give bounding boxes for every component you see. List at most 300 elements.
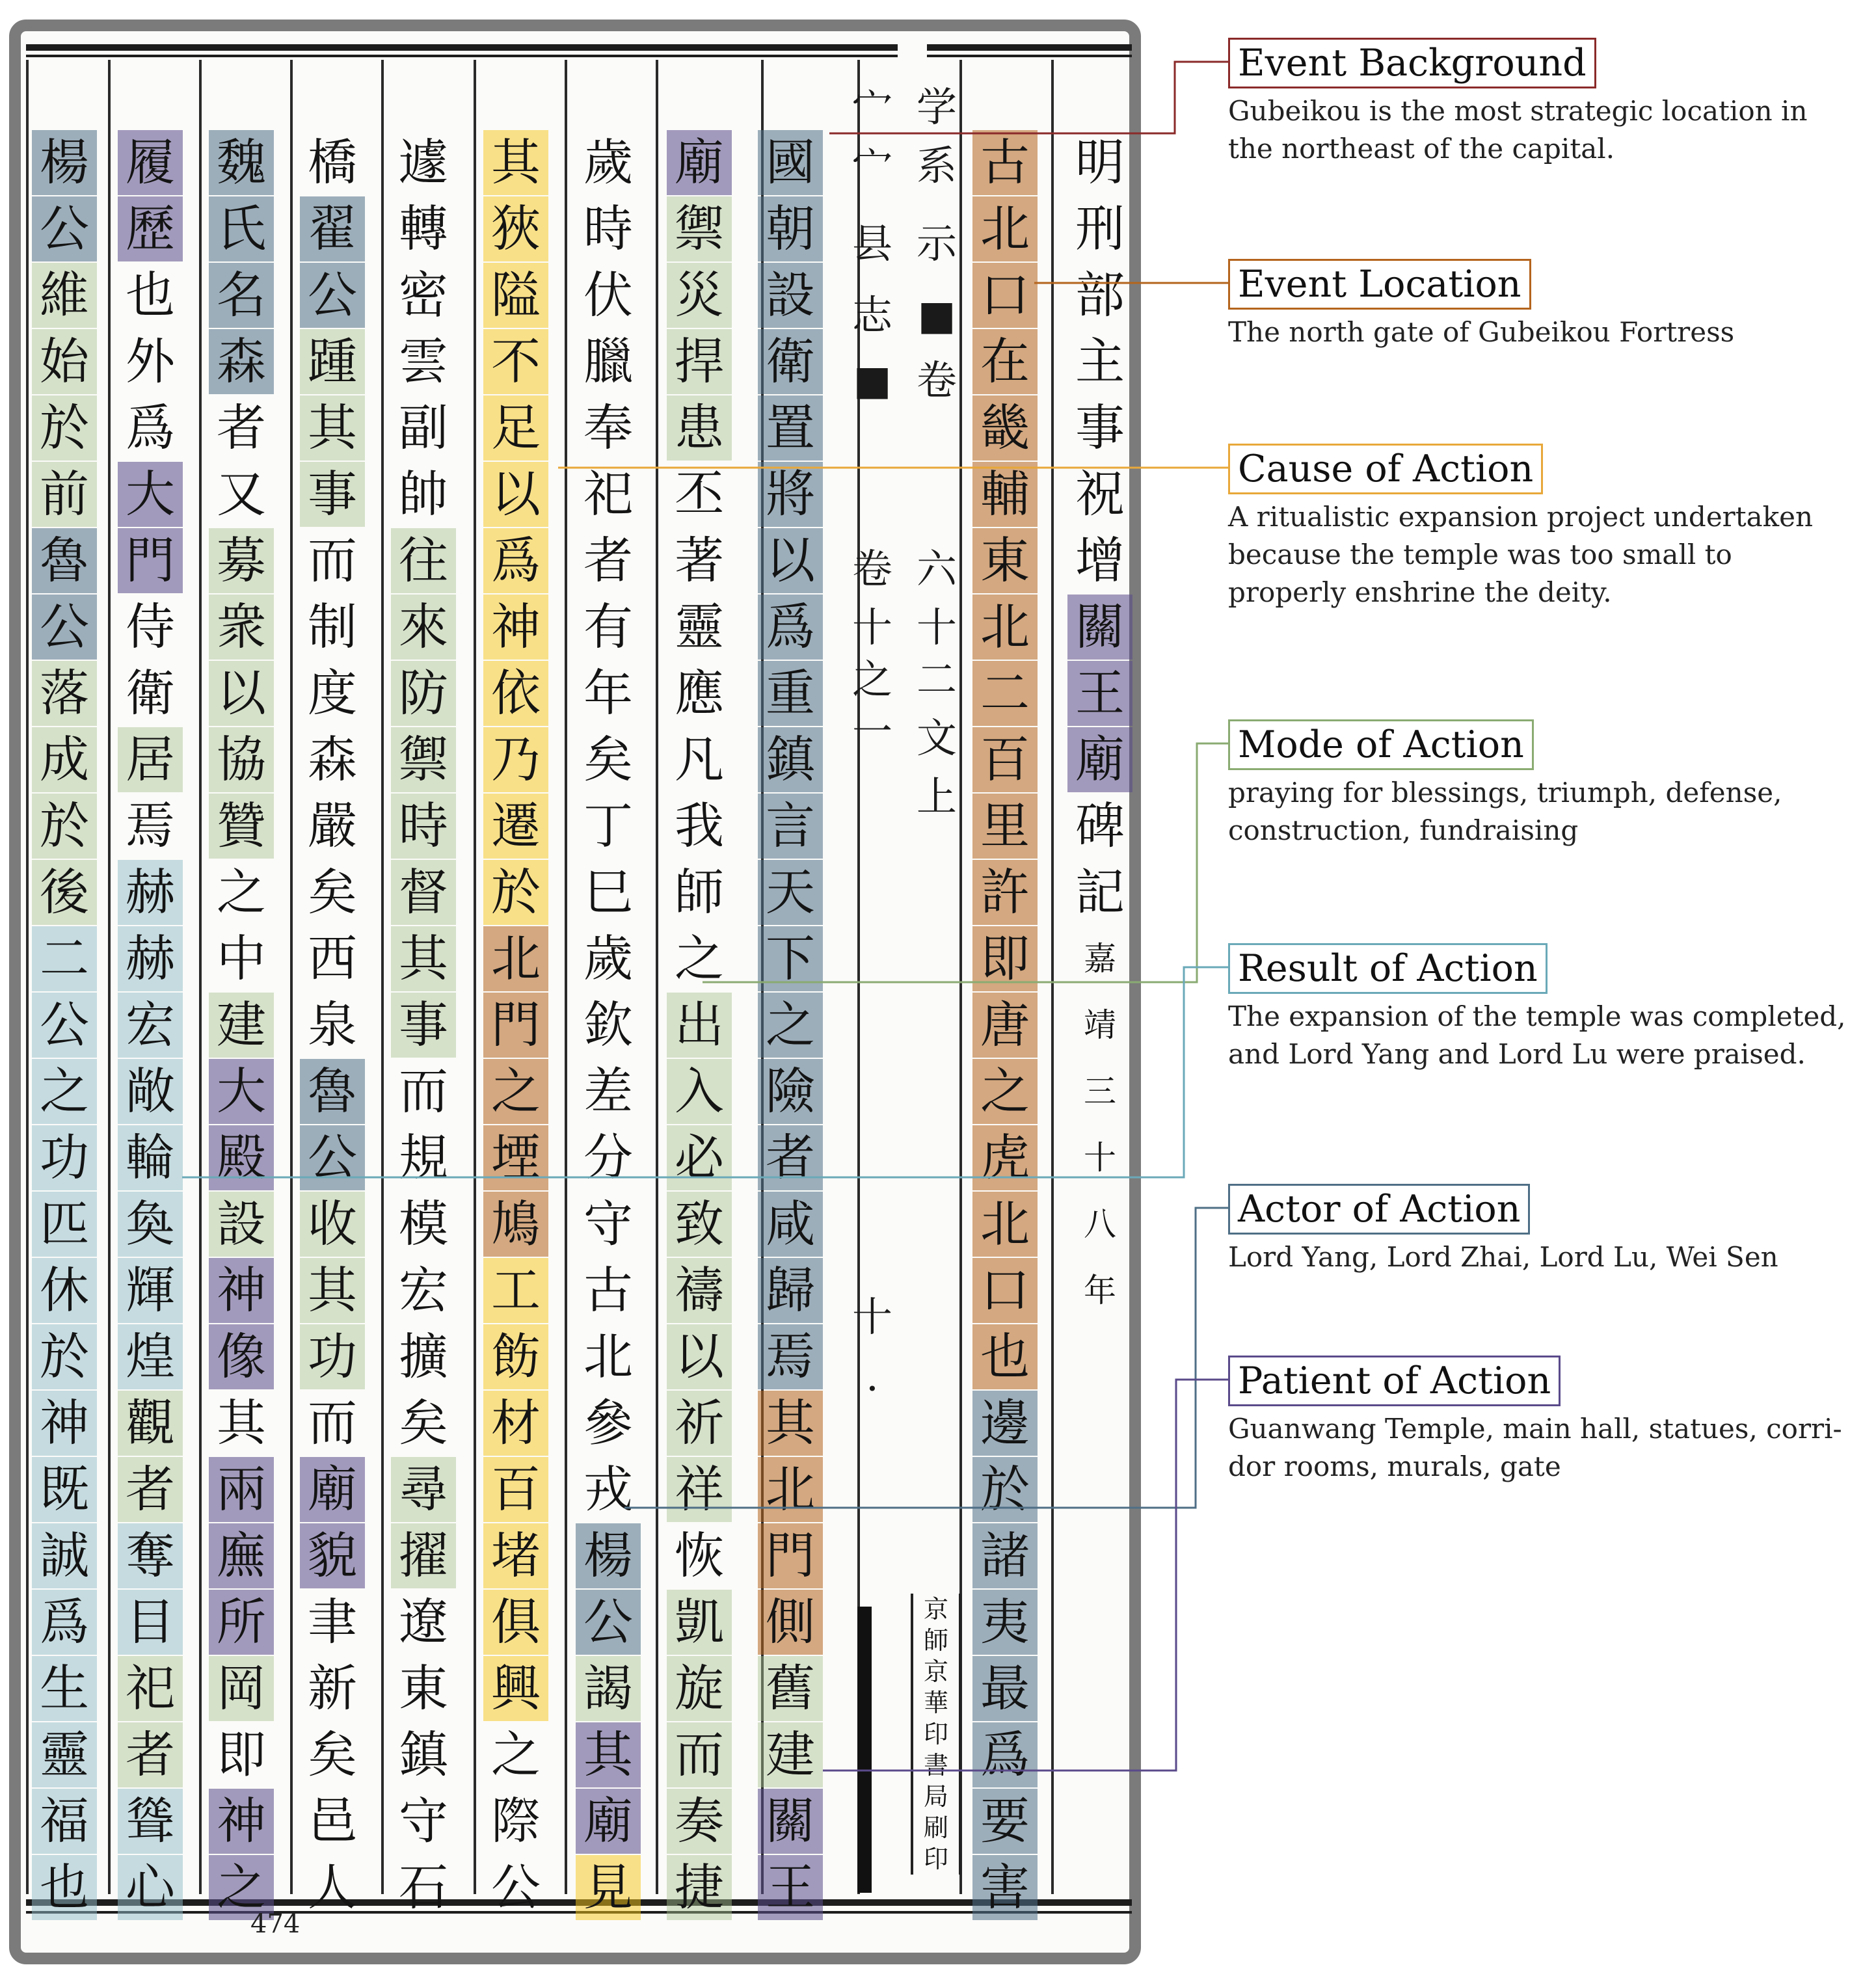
highlighted-char-result: 赫 xyxy=(118,860,183,925)
highlighted-char-mode: 防 xyxy=(391,661,456,726)
highlighted-char-patient: 所 xyxy=(209,1590,274,1655)
highlighted-char-mode: 收 xyxy=(300,1192,365,1257)
document-char: 中 xyxy=(217,929,266,987)
document-char: 應 xyxy=(675,664,724,722)
highlighted-char-background: 朝 xyxy=(758,196,823,261)
highlighted-char-mode: 其 xyxy=(300,1258,365,1323)
highlighted-char-background: 焉 xyxy=(758,1324,823,1389)
border-rule xyxy=(26,44,898,51)
highlighted-char-location: 虎 xyxy=(972,1125,1038,1190)
highlighted-char-result: 奐 xyxy=(118,1192,183,1257)
highlighted-char-patient: 關 xyxy=(1067,595,1132,660)
highlighted-char-result: 目 xyxy=(118,1590,183,1655)
volume-header-char: 卷 xyxy=(916,356,957,404)
document-char: 公 xyxy=(491,1858,541,1916)
document-char: 差 xyxy=(583,1062,633,1120)
highlighted-char-mode: 舊 xyxy=(758,1656,823,1721)
column-divider xyxy=(474,60,476,1894)
annotation-label-location: Event Location xyxy=(1228,259,1531,310)
highlighted-char-mode: 禦 xyxy=(667,196,732,261)
highlighted-char-patient: 大 xyxy=(209,1059,274,1124)
highlighted-char-background: 爲 xyxy=(758,595,823,660)
text-column-9 xyxy=(206,130,277,1921)
column-divider xyxy=(199,60,202,1894)
highlighted-char-mode: 落 xyxy=(32,661,97,726)
annotation-description-mode: praying for blessings, triumph, defense, construction, fundraising xyxy=(1228,777,1782,846)
highlighted-char-cause: 遷 xyxy=(483,794,548,859)
document-char: 嘉 xyxy=(1084,940,1116,978)
volume-header-char: 上 xyxy=(916,773,957,820)
ink-bar xyxy=(857,1607,872,1893)
document-char: 衛 xyxy=(126,664,175,722)
highlighted-char-background: 下 xyxy=(758,926,823,991)
document-char: 也 xyxy=(126,266,175,324)
highlighted-char-location: 北 xyxy=(972,196,1038,261)
highlighted-char-mode: 以 xyxy=(667,1324,732,1389)
annotation-label-patient: Patient of Action xyxy=(1228,1356,1561,1406)
highlighted-char-location: 許 xyxy=(972,860,1038,925)
document-char: 歲 xyxy=(583,133,633,191)
highlighted-char-location: 畿 xyxy=(972,395,1038,461)
highlighted-char-result: 匹 xyxy=(32,1192,97,1257)
document-char: 明 xyxy=(1075,133,1125,191)
highlighted-char-mode: 功 xyxy=(300,1324,365,1389)
document-char: 者 xyxy=(583,531,633,589)
highlighted-char-mode: 捷 xyxy=(667,1855,732,1920)
document-char: 八 xyxy=(1084,1205,1116,1243)
highlighted-char-cause: 以 xyxy=(483,462,548,527)
highlighted-char-actor: 森 xyxy=(209,329,274,394)
highlighted-char-location: 也 xyxy=(972,1324,1038,1389)
document-char: 宏 xyxy=(399,1261,448,1319)
highlighted-char-location: 口 xyxy=(972,1258,1038,1323)
document-char: 外 xyxy=(126,332,175,390)
highlighted-char-actor: 魯 xyxy=(300,1059,365,1124)
highlighted-char-location: 東 xyxy=(972,528,1038,593)
highlighted-char-mode: 往 xyxy=(391,528,456,593)
highlighted-char-mode: 致 xyxy=(667,1192,732,1257)
document-char: 矣 xyxy=(583,730,633,788)
highlighted-char-mode: 捍 xyxy=(667,329,732,394)
document-char: 即 xyxy=(217,1726,266,1784)
highlighted-char-result: 煌 xyxy=(118,1324,183,1389)
highlighted-char-result: 功 xyxy=(32,1125,97,1190)
imprint-char: 京 xyxy=(923,1657,948,1686)
document-char: 石 xyxy=(399,1858,448,1916)
document-char: 我 xyxy=(675,797,724,855)
border-rule xyxy=(927,55,1132,57)
highlighted-char-background: 害 xyxy=(972,1855,1038,1920)
highlighted-char-cause: 百 xyxy=(483,1457,548,1522)
column-divider xyxy=(290,60,293,1894)
document-char: 師 xyxy=(675,863,724,921)
document-char: 祝 xyxy=(1075,465,1125,523)
document-char: 著 xyxy=(675,531,724,589)
highlighted-char-background: 鎮 xyxy=(758,727,823,792)
imprint-char: 師 xyxy=(923,1626,948,1655)
document-char: 又 xyxy=(217,465,266,523)
highlighted-char-cause: 見 xyxy=(576,1855,641,1920)
volume-header-char: 十 xyxy=(916,604,957,651)
annotation-label-result: Result of Action xyxy=(1228,943,1548,994)
document-char: 歲 xyxy=(583,929,633,987)
highlighted-char-location: 側 xyxy=(758,1590,823,1655)
highlighted-char-mode: 觀 xyxy=(118,1391,183,1456)
highlighted-char-actor: 楊 xyxy=(32,130,97,195)
highlighted-char-location: 北 xyxy=(483,926,548,991)
highlighted-char-actor: 魯 xyxy=(32,528,97,593)
highlighted-char-result: 福 xyxy=(32,1789,97,1854)
highlighted-char-mode: 維 xyxy=(32,263,97,328)
highlighted-char-result: 之 xyxy=(32,1059,97,1124)
highlighted-char-patient: 廟 xyxy=(576,1789,641,1854)
document-char: 之 xyxy=(675,929,724,987)
highlighted-char-mode: 居 xyxy=(118,727,183,792)
document-char: 擴 xyxy=(399,1328,448,1385)
document-char: 祀 xyxy=(583,465,633,523)
highlighted-char-background: 將 xyxy=(758,462,823,527)
highlighted-char-cause: 其 xyxy=(483,130,548,195)
volume-header-char: 宀 xyxy=(851,142,892,189)
document-char: 雲 xyxy=(399,332,448,390)
document-char: 丕 xyxy=(675,465,724,523)
highlighted-char-background: 咸 xyxy=(758,1192,823,1257)
highlighted-char-background: 言 xyxy=(758,794,823,859)
text-column-8 xyxy=(297,130,368,1921)
highlighted-char-result: 輝 xyxy=(118,1258,183,1323)
highlighted-char-mode: 禦 xyxy=(391,727,456,792)
document-char: 西 xyxy=(308,929,357,987)
document-char: 部 xyxy=(1075,266,1125,324)
document-char: 北 xyxy=(583,1328,633,1385)
document-char: 三 xyxy=(1084,1073,1116,1110)
annotation-description-actor: Lord Yang, Lord Zhai, Lord Lu, Wei Sen xyxy=(1228,1241,1778,1273)
highlighted-char-mode: 者 xyxy=(118,1722,183,1787)
highlighted-char-background: 者 xyxy=(758,1125,823,1190)
document-char: 守 xyxy=(399,1792,448,1850)
document-char: 凡 xyxy=(675,730,724,788)
document-char: 制 xyxy=(308,598,357,656)
document-char: 者 xyxy=(217,399,266,457)
document-char: 邑 xyxy=(308,1792,357,1850)
highlighted-char-background: 要 xyxy=(972,1789,1038,1854)
highlighted-char-mode: 患 xyxy=(667,395,732,461)
highlighted-char-cause: 隘 xyxy=(483,263,548,328)
highlighted-char-background: 爲 xyxy=(972,1722,1038,1787)
highlighted-char-background: 重 xyxy=(758,661,823,726)
imprint-char: 京 xyxy=(923,1595,948,1624)
document-char: 嚴 xyxy=(308,797,357,855)
highlighted-char-cause: 乃 xyxy=(483,727,548,792)
highlighted-char-result: 於 xyxy=(32,1324,97,1389)
document-char: 而 xyxy=(308,531,357,589)
imprint-char: 印 xyxy=(923,1845,948,1873)
text-column-1 xyxy=(1064,130,1136,1324)
highlighted-char-location: 唐 xyxy=(972,993,1038,1058)
highlighted-char-mode: 入 xyxy=(667,1059,732,1124)
text-column-4 xyxy=(663,130,735,1921)
text-column-2 xyxy=(969,130,1041,1921)
highlighted-char-actor: 翟 xyxy=(300,196,365,261)
highlighted-char-background: 歸 xyxy=(758,1258,823,1323)
highlighted-char-background: 險 xyxy=(758,1059,823,1124)
document-char: 矣 xyxy=(308,863,357,921)
highlighted-char-location: 輔 xyxy=(972,462,1038,527)
document-char: 分 xyxy=(583,1129,633,1186)
document-char: 矣 xyxy=(308,1726,357,1784)
highlighted-char-result: 聳 xyxy=(118,1789,183,1854)
highlighted-char-mode: 災 xyxy=(667,263,732,328)
highlighted-char-patient: 其 xyxy=(576,1722,641,1787)
highlighted-char-cause: 俱 xyxy=(483,1590,548,1655)
document-char: 靈 xyxy=(675,598,724,656)
highlighted-char-cause: 不 xyxy=(483,329,548,394)
highlighted-char-result: 誠 xyxy=(32,1523,97,1588)
highlighted-char-background: 以 xyxy=(758,528,823,593)
highlighted-char-mode: 謁 xyxy=(576,1656,641,1721)
document-char: 古 xyxy=(583,1261,633,1319)
highlighted-char-patient: 像 xyxy=(209,1324,274,1389)
highlighted-char-patient: 門 xyxy=(118,528,183,593)
highlighted-char-mode: 者 xyxy=(118,1457,183,1522)
highlighted-char-location: 其 xyxy=(758,1391,823,1456)
highlighted-char-result: 神 xyxy=(32,1391,97,1456)
highlighted-char-mode: 衆 xyxy=(209,595,274,660)
document-char: 度 xyxy=(308,664,357,722)
imprint-char: 刷 xyxy=(923,1813,948,1842)
column-divider xyxy=(381,60,384,1894)
document-char: 新 xyxy=(308,1659,357,1717)
highlighted-char-actor: 公 xyxy=(576,1590,641,1655)
volume-header-char: · xyxy=(866,1365,879,1412)
highlighted-char-result: 敞 xyxy=(118,1059,183,1124)
highlighted-char-mode: 事 xyxy=(391,993,456,1058)
document-char: 侍 xyxy=(126,598,175,656)
highlighted-char-background: 置 xyxy=(758,395,823,461)
highlighted-char-patient: 王 xyxy=(1067,661,1132,726)
highlighted-char-cause: 依 xyxy=(483,661,548,726)
highlighted-char-result: 休 xyxy=(32,1258,97,1323)
highlighted-char-result: 靈 xyxy=(32,1722,97,1787)
document-char: 主 xyxy=(1075,332,1125,390)
highlighted-char-patient: 歷 xyxy=(118,196,183,261)
highlighted-char-patient: 大 xyxy=(118,462,183,527)
text-column-10 xyxy=(114,130,186,1921)
document-char: 矣 xyxy=(399,1394,448,1452)
document-char: 遽 xyxy=(399,133,448,191)
volume-header-char: 学 xyxy=(916,83,957,131)
highlighted-char-mode: 踵 xyxy=(300,329,365,394)
document-char: 之 xyxy=(217,863,266,921)
document-char: 增 xyxy=(1075,531,1125,589)
highlighted-char-mode: 後 xyxy=(32,860,97,925)
highlighted-char-patient: 廡 xyxy=(209,1523,274,1588)
highlighted-char-location: 門 xyxy=(758,1523,823,1588)
highlighted-char-mode: 以 xyxy=(209,661,274,726)
highlighted-char-result: 爲 xyxy=(32,1590,97,1655)
highlighted-char-location: 之 xyxy=(972,1059,1038,1124)
document-char: 記 xyxy=(1075,863,1125,921)
document-char: 丁 xyxy=(583,797,633,855)
text-column-3 xyxy=(755,130,826,1921)
highlighted-char-mode: 募 xyxy=(209,528,274,593)
annotation-label-mode: Mode of Action xyxy=(1228,719,1534,770)
highlighted-char-result: 奪 xyxy=(118,1523,183,1588)
imprint-char: 局 xyxy=(923,1782,948,1811)
document-char: 橋 xyxy=(308,133,357,191)
highlighted-char-result: 二 xyxy=(32,926,97,991)
highlighted-char-mode: 督 xyxy=(391,860,456,925)
volume-header-char: 二 xyxy=(916,656,957,703)
highlighted-char-cause: 神 xyxy=(483,595,548,660)
text-column-5 xyxy=(572,130,644,1921)
highlighted-char-actor: 名 xyxy=(209,263,274,328)
highlighted-char-mode: 其 xyxy=(391,926,456,991)
highlighted-char-location: 即 xyxy=(972,926,1038,991)
document-char: 之 xyxy=(491,1726,541,1784)
highlighted-char-cause: 狹 xyxy=(483,196,548,261)
highlighted-char-patient: 廟 xyxy=(667,130,732,195)
volume-header-char: 之 xyxy=(851,656,892,703)
document-char: 森 xyxy=(308,730,357,788)
document-char: 轉 xyxy=(399,200,448,258)
highlighted-char-mode: 建 xyxy=(209,993,274,1058)
imprint-char: 華 xyxy=(923,1689,948,1717)
document-char: 而 xyxy=(308,1394,357,1452)
highlighted-char-actor: 公 xyxy=(300,263,365,328)
highlighted-char-mode: 時 xyxy=(391,794,456,859)
highlighted-char-location: 門 xyxy=(483,993,548,1058)
document-char: 戎 xyxy=(583,1460,633,1518)
document-char: 東 xyxy=(399,1659,448,1717)
volume-header-char: 十 xyxy=(851,1293,892,1341)
highlighted-char-location: 百 xyxy=(972,727,1038,792)
highlighted-char-location: 口 xyxy=(972,263,1038,328)
annotation-description-cause: A ritualistic expansion project undertaken because the temple was too small to properly enshrine the deity. xyxy=(1228,501,1814,608)
highlighted-char-location: 北 xyxy=(972,1192,1038,1257)
highlighted-char-mode: 奏 xyxy=(667,1789,732,1854)
highlighted-char-result: 赫 xyxy=(118,926,183,991)
highlighted-char-mode: 出 xyxy=(667,993,732,1058)
highlighted-char-cause: 興 xyxy=(483,1656,548,1721)
highlighted-char-patient: 廟 xyxy=(1067,727,1132,792)
highlighted-char-mode: 旋 xyxy=(667,1656,732,1721)
volume-header-char: ■ xyxy=(917,291,956,339)
document-char: 密 xyxy=(399,266,448,324)
highlighted-char-cause: 飭 xyxy=(483,1324,548,1389)
highlighted-char-location: 二 xyxy=(972,661,1038,726)
highlighted-char-result: 既 xyxy=(32,1457,97,1522)
highlighted-char-result: 也 xyxy=(32,1855,97,1920)
highlighted-char-background: 之 xyxy=(758,993,823,1058)
document-char: 帥 xyxy=(399,465,448,523)
highlighted-char-patient: 神 xyxy=(209,1258,274,1323)
page-number: 474 xyxy=(250,1909,301,1939)
highlighted-char-mode: 來 xyxy=(391,595,456,660)
highlighted-char-background: 諸 xyxy=(972,1523,1038,1588)
document-char: 有 xyxy=(583,598,633,656)
document-char: 人 xyxy=(308,1858,357,1916)
volume-header-char: 卷 xyxy=(851,545,892,593)
annotation-label-background: Event Background xyxy=(1228,38,1596,88)
highlighted-char-mode: 禱 xyxy=(667,1258,732,1323)
highlighted-char-location: 古 xyxy=(972,130,1038,195)
imprint-char: 書 xyxy=(923,1751,948,1780)
highlighted-char-mode: 於 xyxy=(32,395,97,461)
border-rule xyxy=(927,44,1132,51)
document-char: 刑 xyxy=(1075,200,1125,258)
highlighted-char-background: 最 xyxy=(972,1656,1038,1721)
document-char: 巳 xyxy=(583,863,633,921)
volume-header-char: 十 xyxy=(851,604,892,651)
highlighted-char-background: 邊 xyxy=(972,1391,1038,1456)
highlighted-char-mode: 前 xyxy=(32,462,97,527)
highlighted-char-background: 衛 xyxy=(758,329,823,394)
document-char: 年 xyxy=(583,664,633,722)
highlighted-char-actor: 公 xyxy=(32,595,97,660)
highlighted-char-mode: 擢 xyxy=(391,1523,456,1588)
highlighted-char-location: 之 xyxy=(483,1059,548,1124)
highlighted-char-background: 設 xyxy=(758,263,823,328)
column-divider xyxy=(1051,60,1054,1894)
highlighted-char-patient: 之 xyxy=(209,1855,274,1920)
highlighted-char-result: 心 xyxy=(118,1855,183,1920)
annotation-description-background: Gubeikou is the most strategic location in the northeast of the capital. xyxy=(1228,95,1808,165)
highlighted-char-result: 生 xyxy=(32,1656,97,1721)
volume-header-char: 系 xyxy=(916,142,957,189)
highlighted-char-mode: 岡 xyxy=(209,1656,274,1721)
document-char: 欽 xyxy=(583,996,633,1054)
annotation-description-location: The north gate of Gubeikou Fortress xyxy=(1228,316,1735,348)
document-char: 年 xyxy=(1084,1272,1116,1309)
highlighted-char-background: 天 xyxy=(758,860,823,925)
highlighted-char-mode: 於 xyxy=(32,794,97,859)
volume-header-char: 六 xyxy=(916,545,957,593)
highlighted-char-cause: 爲 xyxy=(483,528,548,593)
document-char: 鎮 xyxy=(399,1726,448,1784)
document-char: 泉 xyxy=(308,996,357,1054)
highlighted-char-actor: 公 xyxy=(32,196,97,261)
highlighted-char-result: 公 xyxy=(32,993,97,1058)
document-char: 爲 xyxy=(126,399,175,457)
document-char: 碑 xyxy=(1075,797,1125,855)
highlighted-char-mode: 凱 xyxy=(667,1590,732,1655)
highlighted-char-background: 夷 xyxy=(972,1590,1038,1655)
highlighted-char-actor: 楊 xyxy=(576,1523,641,1588)
document-char: 奉 xyxy=(583,399,633,457)
column-divider xyxy=(656,60,658,1894)
annotation-description-result: The expansion of the temple was completed, and Lord Yang and Lord Lu were praised. xyxy=(1228,1000,1846,1070)
annotation-description-patient: Guanwang Temple, main hall, statues, corri-dor rooms, murals, gate xyxy=(1228,1413,1842,1482)
highlighted-char-location: 鳩 xyxy=(483,1192,548,1257)
column-divider xyxy=(565,60,567,1894)
volume-header-char: 志 xyxy=(851,291,892,339)
imprint-char: 印 xyxy=(923,1720,948,1748)
highlighted-char-cause: 於 xyxy=(483,860,548,925)
highlighted-char-location: 里 xyxy=(972,794,1038,859)
highlighted-char-patient: 殿 xyxy=(209,1125,274,1190)
highlighted-char-location: 在 xyxy=(972,329,1038,394)
document-char: 焉 xyxy=(126,797,175,855)
highlighted-char-result: 宏 xyxy=(118,993,183,1058)
volume-header-char: 一 xyxy=(851,708,892,755)
text-column-7 xyxy=(388,130,459,1921)
document-char: 而 xyxy=(399,1062,448,1120)
highlighted-char-cause: 堵 xyxy=(483,1523,548,1588)
column-divider xyxy=(108,60,111,1894)
document-char: 遼 xyxy=(399,1593,448,1651)
highlighted-char-location: 堙 xyxy=(483,1125,548,1190)
